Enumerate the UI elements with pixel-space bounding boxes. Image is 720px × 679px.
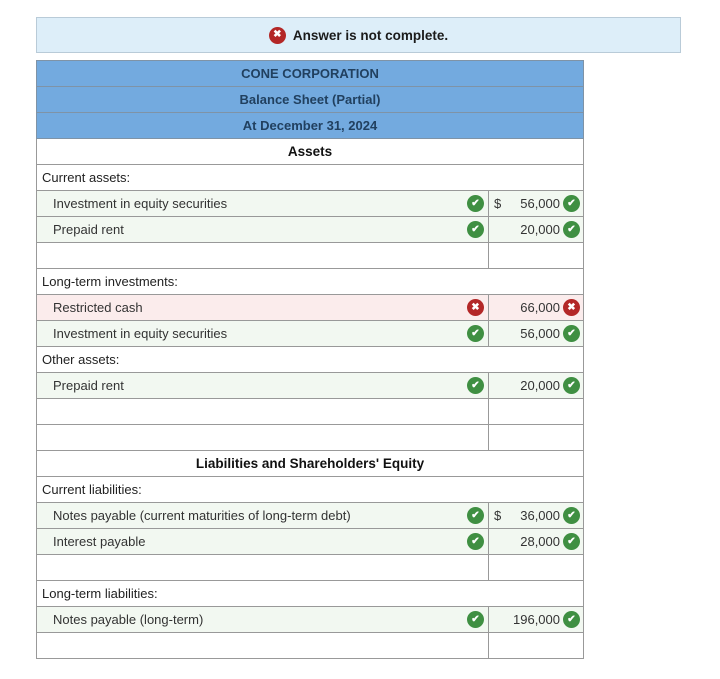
empty-amount-cell [489,633,584,659]
table-row-center [37,139,584,165]
empty-label-cell [37,425,489,451]
status-icon-correct-value: ✔ [563,611,580,628]
status-icon-correct-value: ✔ [563,325,580,342]
section-label: Long-term investments: [37,269,584,295]
statement-title: At December 31, 2024 [37,113,584,139]
amount-cell[interactable] [489,217,584,243]
amount-value: 196,000 [513,612,560,627]
empty-amount-cell [489,243,584,269]
empty-amount-cell [489,425,584,451]
account-label-cell[interactable] [37,373,489,399]
table-row-spacer [37,425,584,451]
account-label-cell[interactable] [37,217,489,243]
status-icon-correct-label: ✔ [467,325,484,342]
amount-cell[interactable] [489,191,584,217]
table-row-center [37,451,584,477]
table-row-detail [37,217,584,243]
table-row-section [37,581,584,607]
table-row-detail [37,321,584,347]
table-row-detail [37,295,584,321]
currency-symbol: $ [494,196,502,211]
empty-label-cell [37,243,489,269]
account-label: Notes payable (current maturities of long-term debt) [53,508,351,523]
empty-amount-cell [489,399,584,425]
table-row-detail [37,373,584,399]
account-label-cell[interactable] [37,295,489,321]
status-icon-correct-label: ✔ [467,611,484,628]
account-label: Investment in equity securities [53,196,228,211]
account-label: Notes payable (long-term) [53,612,204,627]
empty-label-cell [37,555,489,581]
account-label-cell[interactable] [37,607,489,633]
empty-label-cell [37,399,489,425]
table-row-section [37,477,584,503]
status-icon-correct-value: ✔ [563,195,580,212]
amount-cell[interactable] [489,529,584,555]
answer-status-text: Answer is not complete. [292,27,449,43]
table-row-title [37,113,584,139]
status-icon-correct-label: ✔ [467,533,484,550]
account-label: Restricted cash [53,300,143,315]
amount-value: 56,000 [520,196,560,211]
empty-label-cell [37,633,489,659]
table-row-spacer [37,555,584,581]
empty-amount-cell [489,555,584,581]
amount-cell[interactable] [489,607,584,633]
account-label-cell[interactable] [37,191,489,217]
status-icon-incorrect-value: ✖ [563,299,580,316]
statement-section-heading: Assets [37,139,584,165]
account-label-cell[interactable] [37,529,489,555]
status-icon-correct-value: ✔ [563,533,580,550]
account-label: Prepaid rent [53,222,124,237]
status-icon-correct-label: ✔ [467,221,484,238]
error-icon: ✖ [269,27,286,44]
statement-title: CONE CORPORATION [37,61,584,87]
status-icon-correct-value: ✔ [563,221,580,238]
status-icon-correct-label: ✔ [467,507,484,524]
account-label-cell[interactable] [37,321,489,347]
account-label-cell[interactable] [37,503,489,529]
amount-value: 20,000 [520,222,560,237]
table-row-detail [37,607,584,633]
amount-value: 28,000 [520,534,560,549]
status-icon-correct-label: ✔ [467,195,484,212]
amount-value: 36,000 [520,508,560,523]
table-row-spacer [37,243,584,269]
section-label: Current assets: [37,165,584,191]
amount-value: 66,000 [520,300,560,315]
table-row-title [37,61,584,87]
table-row-detail [37,503,584,529]
amount-value: 20,000 [520,378,560,393]
table-row-section [37,165,584,191]
status-icon-correct-label: ✔ [467,377,484,394]
amount-cell[interactable] [489,503,584,529]
section-label: Current liabilities: [37,477,584,503]
table-row-detail [37,191,584,217]
balance-sheet-table [36,60,584,659]
table-row-section [37,347,584,373]
answer-status-banner [36,17,681,53]
table-row-spacer [37,399,584,425]
amount-value: 56,000 [520,326,560,341]
status-icon-incorrect-label: ✖ [467,299,484,316]
section-label: Other assets: [37,347,584,373]
table-row-title [37,87,584,113]
currency-symbol: $ [494,508,502,523]
status-icon-correct-value: ✔ [563,507,580,524]
statement-title: Balance Sheet (Partial) [37,87,584,113]
section-label: Long-term liabilities: [37,581,584,607]
amount-cell[interactable] [489,295,584,321]
balance-sheet-body [37,61,584,659]
statement-section-heading: Liabilities and Shareholders' Equity [37,451,584,477]
account-label: Investment in equity securities [53,326,228,341]
amount-cell[interactable] [489,321,584,347]
amount-cell[interactable] [489,373,584,399]
table-row-section [37,269,584,295]
account-label: Prepaid rent [53,378,124,393]
table-row-spacer [37,633,584,659]
status-icon-correct-value: ✔ [563,377,580,394]
table-row-detail [37,529,584,555]
account-label: Interest payable [53,534,146,549]
